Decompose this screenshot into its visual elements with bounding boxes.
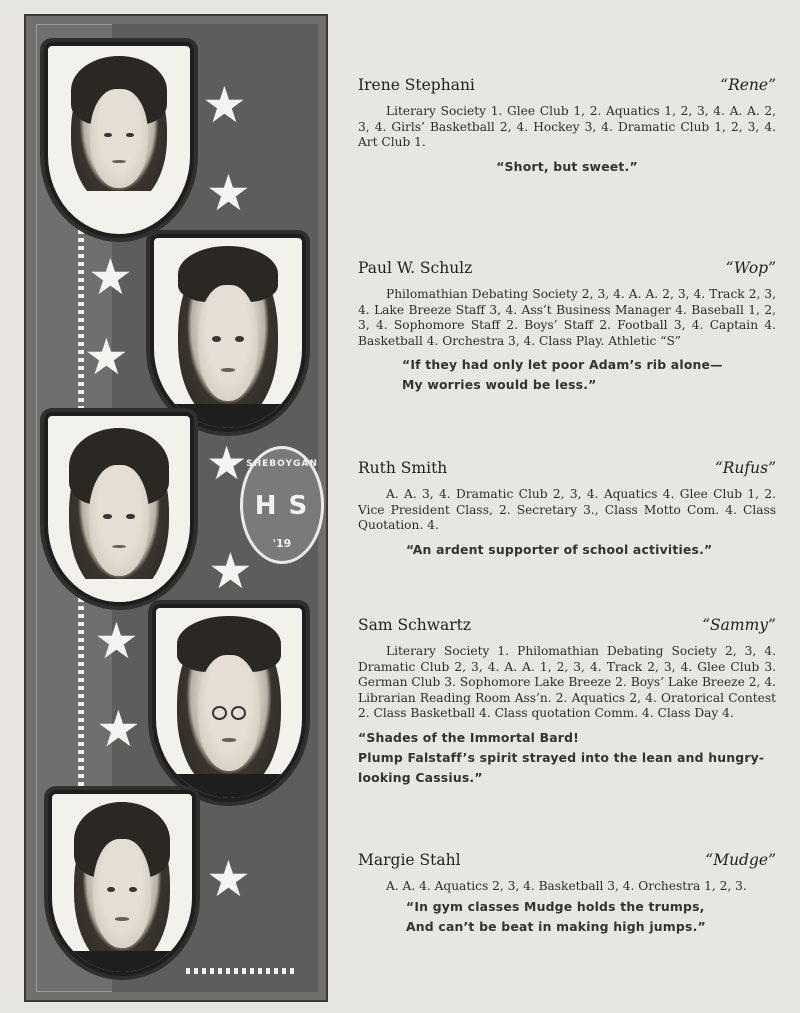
student-nickname: “Mudge” [705,851,776,869]
star-icon: ★ [84,328,129,386]
quote-line: “Short, but sweet.” [496,158,638,174]
portrait-frame-irene-stephani [44,42,194,238]
portrait-frame-ruth-smith [44,412,194,606]
entry-sam-schwartz [358,616,776,788]
entry-paul-w-schulz [358,259,776,395]
student-name: Ruth Smith [358,459,448,477]
star-icon: ★ [96,700,141,758]
portrait-photo [71,56,167,206]
portrait-photo [177,616,281,792]
entry-irene-stephani [358,76,776,177]
class-quote [358,897,776,937]
portrait-frame-paul-w-schulz [150,234,306,432]
entry-margie-stahl [358,851,776,937]
star-icon: ★ [206,164,251,222]
student-name: Paul W. Schulz [358,259,473,277]
class-quote [358,540,776,560]
activities-list: A. A. 4. Aquatics 2, 3, 4. Basketball 3, 4. Orchestra 1, 2, 3. [386,879,747,893]
portrait-frame-margie-stahl [48,790,196,976]
student-name: Irene Stephani [358,76,475,94]
decorative-photo-panel [24,14,328,1002]
activities-list: Literary Society 1. Glee Club 1, 2. Aquatics 1, 2, 3, 4. A. A. 2, 3, 4. Girls’ Basketball 2, 4. Hockey 3, 4. Dramatic Club 1, 2, 3, 4. Art Club 1. [358,104,776,150]
quote-line: Plump Falstaff’s spirit strayed into the lean and hungry-looking Cassius.” [358,749,765,785]
portrait-photo [178,246,278,422]
star-icon: ★ [206,436,248,490]
student-nickname: “Rene” [720,76,776,94]
portrait-frame-sam-schwartz [152,604,306,802]
activities-list: A. A. 3, 4. Dramatic Club 2, 3, 4. Aquatics 4. Glee Club 1, 2. Vice President Class, 2. Secretary 3., Class Motto Com. 4. Class Quotation. 4. [358,487,776,533]
quote-line: “In gym classes Mudge holds the trumps, [406,898,705,914]
star-icon: ★ [94,612,139,670]
student-name: Sam Schwartz [358,616,472,634]
quote-line: And can’t be beat in making high jumps.” [406,918,706,934]
quote-line: “An ardent supporter of school activities.” [406,541,713,557]
star-icon: ★ [202,76,247,134]
star-icon: ★ [206,850,251,908]
portrait-photo [69,428,169,596]
student-nickname: “Wop” [725,259,776,277]
student-nickname: “Rufus” [714,459,776,477]
quote-line: My worries would be less.” [402,377,597,393]
student-nickname: “Sammy” [702,616,776,634]
class-quote [358,355,776,395]
activities-list: Philomathian Debating Society 2, 3, 4. A. A. 2, 3, 4. Track 2, 3, 4. Lake Breeze Staff 3, 4. Ass’t Business Manager 4. Baseball 1, 2, 3, 4. Sophomore Staff 2. Boys’ Staff 2. Football 3, 4. Captain 4. Basketball 4. Orchestra 3, 4. Class Play. Athletic “S” [358,287,776,348]
class-quote [358,157,776,177]
class-quote [358,728,776,788]
student-name: Margie Stahl [358,851,461,869]
school-seal-logo: SHEBOYGAN HS '19 [240,446,324,564]
quote-line: “Shades of the Immortal Bard! [358,729,580,745]
quote-line: “If they had only let poor Adam’s rib alone— [402,357,723,373]
entry-ruth-smith [358,459,776,560]
portrait-photo [74,802,170,968]
star-icon: ★ [208,542,253,600]
star-icon: ★ [88,248,133,306]
dotted-rule-bottom [186,968,296,974]
activities-list: Literary Society 1. Philomathian Debating Society 2, 3, 4. Dramatic Club 2, 3, 4. A. A. 1, 2, 3, 4. Track 2, 3, 4. Glee Club 3. German Club 3. Sophomore Lake Breeze 2. Boys’ Lake Breeze 2, 4. Librarian Reading Room Ass’n. 2. Aquatics 2, 4. Oratorical Contest 2. Class Basketball 4. Class quotation Comm. 4. Class Day 4. [358,644,776,721]
